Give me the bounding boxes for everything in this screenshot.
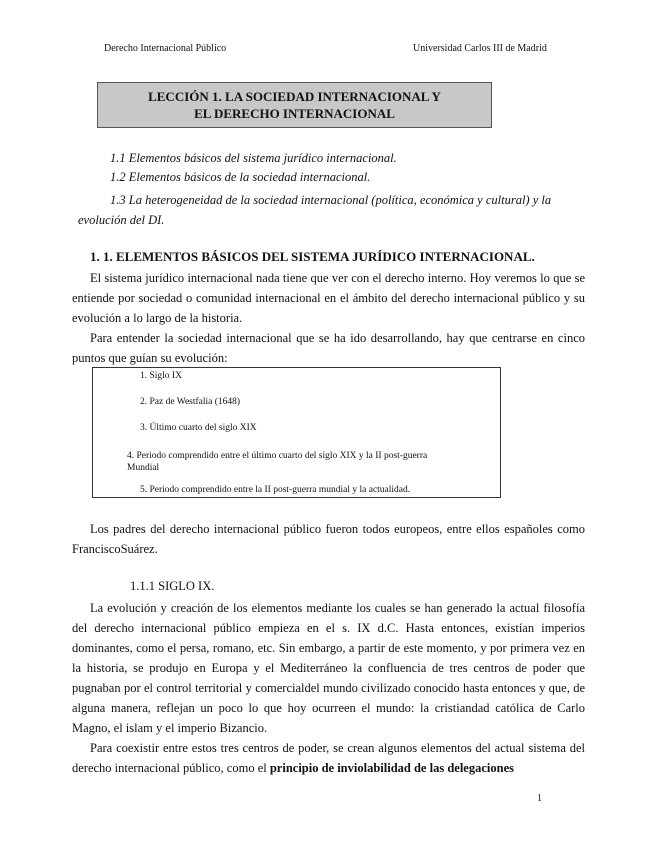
toc-item-3: 1.3 La heterogeneidad de la sociedad internacional (política, económica y cultural) y la evolución del DI. — [78, 193, 552, 227]
evolution-points-box — [92, 367, 501, 498]
paragraph-intro: El sistema jurídico internacional nada tiene que ver con el derecho interno. Hoy veremos lo que se entiende por sociedad o comunidad internacional en el ámbito del derecho internacional público y su evolución a lo largo de la historia. — [72, 271, 585, 325]
list-item: 3. Último cuarto del siglo XIX — [140, 423, 257, 433]
running-header-left: Derecho Internacional Público — [104, 43, 227, 54]
toc-item-2: 1.2 Elementos básicos de la sociedad internacional. — [110, 170, 371, 184]
lesson-title-box — [97, 82, 492, 128]
page-number: 1 — [537, 793, 542, 804]
section-heading: 1. 1. ELEMENTOS BÁSICOS DEL SISTEMA JURÍDICO INTERNACIONAL. — [90, 249, 535, 264]
running-header-right: Universidad Carlos III de Madrid — [413, 43, 547, 54]
list-item: 4. Periodo comprendido entre el último cuarto del siglo XIX y la II post-guerra Mundial — [127, 451, 428, 473]
paragraph-coexistence-bold: principio de inviolabilidad de las delegaciones — [269, 761, 514, 775]
toc-item-1: 1.1 Elementos básicos del sistema jurídico internacional. — [110, 151, 397, 165]
list-item: 2. Paz de Westfalia (1648) — [140, 397, 241, 407]
paragraph-coexistence-text: Para coexistir entre estos tres centros de poder, se crean algunos elementos del actual sistema del derecho internacional público, como el — [72, 741, 585, 775]
list-item: 1. Siglo IX — [140, 371, 182, 381]
paragraph-five-points: Para entender la sociedad internacional que se ha ido desarrollando, hay que centrarse en cinco puntos que guían su evolución: — [72, 331, 585, 365]
lesson-title-line-2: EL DERECHO INTERNACIONAL — [194, 106, 395, 121]
paragraph-coexistence — [72, 738, 585, 778]
subsection-heading: 1.1.1 SIGLO IX. — [130, 579, 215, 593]
paragraph-siglo-ix: La evolución y creación de los elementos mediante los cuales se han generado la actual filosofía del derecho internacional público empieza en el s. IX d.C. Hasta entonces, existían imperios dominantes, como el persa, romano, etc. Sin embargo, a partir de este momento, y por primera vez en la historia, se produjo en Europa y el Mediterráneo la confluencia de tres centros de poder que pugnaban por el control territorial y comercialdel mundo civilizado conocido hasta entonces y que, de alguna manera, reflejan un poco lo que hoy ocurreen el mundo: la cristiandad católica de Carlo Magno, el islam y el imperio Bizancio. — [72, 601, 585, 735]
paragraph-fathers: Los padres del derecho internacional público fueron todos europeos, entre ellos españoles como FranciscoSuárez. — [72, 522, 585, 556]
list-item: 5. Periodo comprendido entre la II post-guerra mundial y la actualidad. — [140, 485, 411, 495]
lesson-title-line-1: LECCIÓN 1. LA SOCIEDAD INTERNACIONAL Y — [148, 89, 441, 104]
